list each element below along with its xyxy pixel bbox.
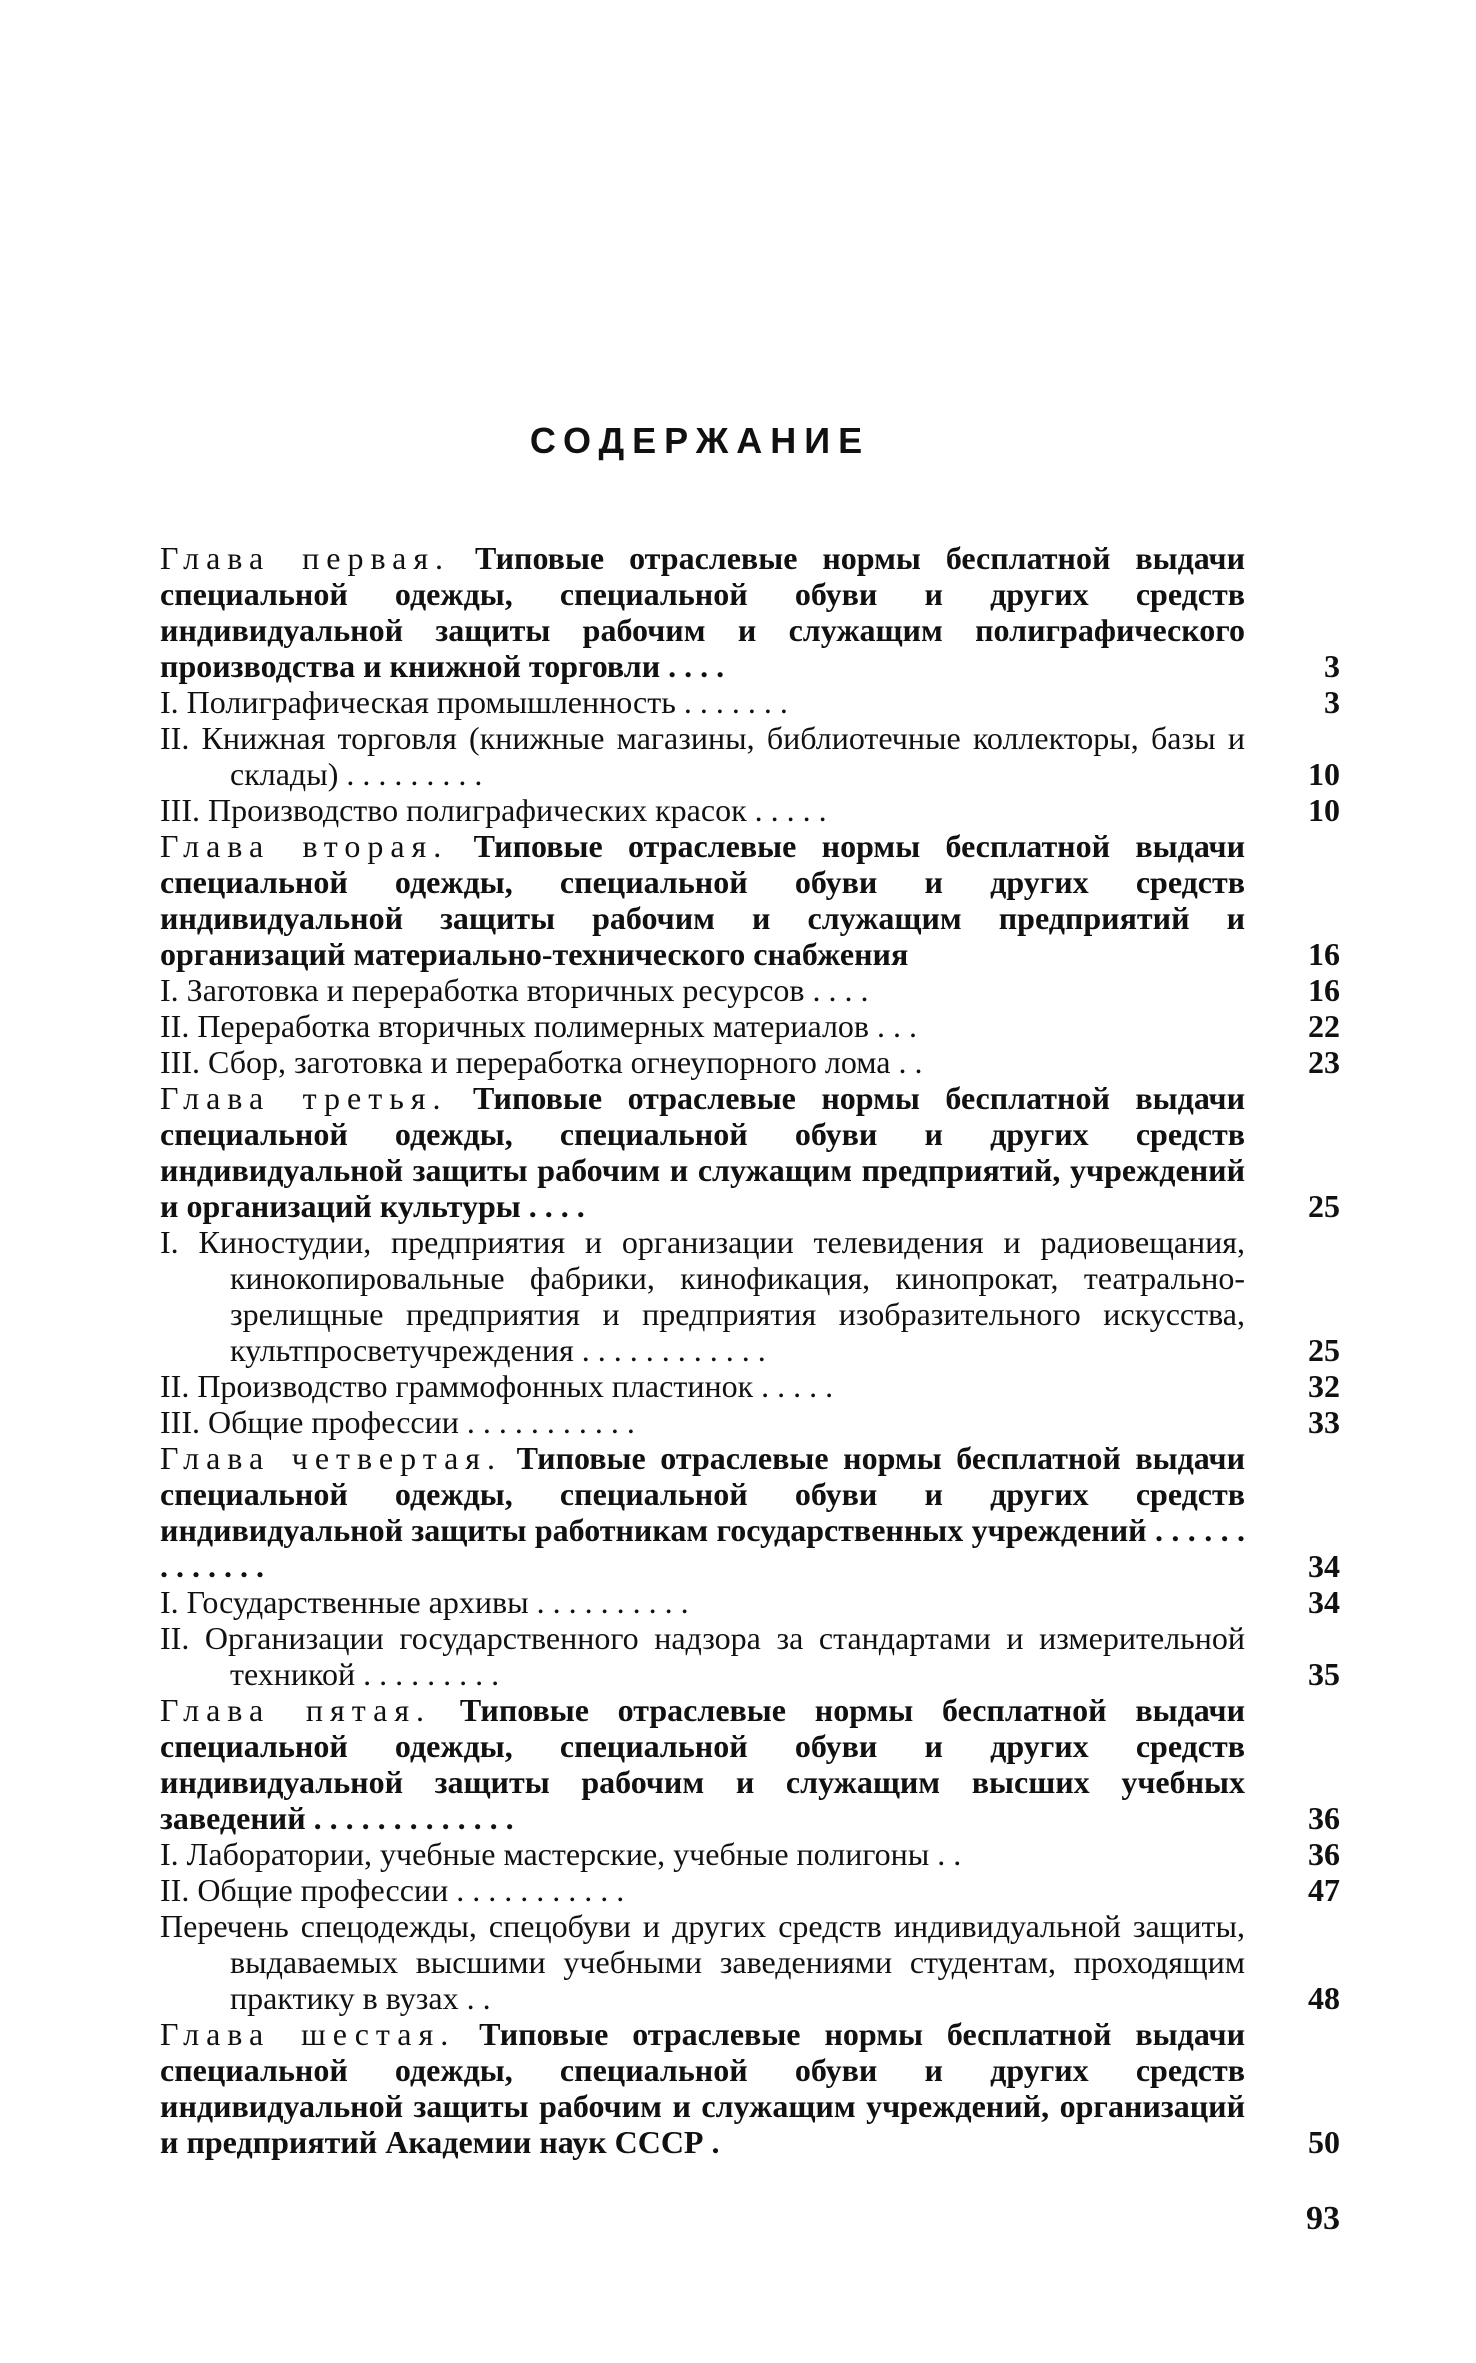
toc-chapter-entry bbox=[160, 1692, 1340, 1836]
entry-text: II. Переработка вторичных полимерных материалов . . . bbox=[160, 1008, 918, 1044]
toc-section-entry bbox=[160, 1404, 1340, 1440]
entry-page-number: 3 bbox=[1324, 648, 1340, 684]
toc-chapter-entry bbox=[160, 1080, 1340, 1224]
toc-section-entry bbox=[160, 1872, 1340, 1908]
entry-page-number: 35 bbox=[1308, 1656, 1340, 1692]
page-number: 93 bbox=[1306, 2200, 1340, 2237]
entry-text: I. Государственные архивы . . . . . . . . . . bbox=[160, 1584, 689, 1620]
chapter-label: Глава пятая. bbox=[160, 1692, 432, 1728]
entry-text: I. Лаборатории, учебные мастерские, учебные полигоны . . bbox=[160, 1836, 962, 1872]
entry-page-number: 36 bbox=[1308, 1836, 1340, 1872]
entry-page-number: 22 bbox=[1308, 1008, 1340, 1044]
entry-page-number: 34 bbox=[1308, 1584, 1340, 1620]
chapter-title: Типовые отраслевые нормы бесплатной выдачи специальной одежды, специальной обуви и других средств индивидуальной защиты рабочим и служащим полиграфического производства и книжной торговли . . . . bbox=[160, 540, 1246, 684]
entry-text: I. Полиграфическая промышленность . . . . . . . bbox=[160, 684, 788, 720]
entry-page-number: 16 bbox=[1308, 936, 1340, 972]
entry-text bbox=[160, 828, 1245, 972]
toc-section-entry bbox=[160, 972, 1340, 1008]
toc-section-entry bbox=[160, 684, 1340, 720]
entry-text: I. Заготовка и переработка вторичных ресурсов . . . . bbox=[160, 972, 869, 1008]
entry-text bbox=[160, 1440, 1245, 1584]
entry-text: II. Организации государственного надзора за стандартами и измерительной техникой . . . . . . . . . bbox=[160, 1620, 1245, 1692]
toc-section-entry bbox=[160, 792, 1340, 828]
toc-section-entry bbox=[160, 1584, 1340, 1620]
entry-text bbox=[160, 2016, 1245, 2160]
entry-text bbox=[160, 540, 1245, 684]
entry-page-number: 48 bbox=[1308, 1980, 1340, 2016]
toc-section-entry bbox=[160, 1008, 1340, 1044]
chapter-title: Типовые отраслевые нормы бесплатной выдачи специальной одежды, специальной обуви и других средств индивидуальной защиты рабочим и служащим предприятий и организаций материально-технического снабжения bbox=[160, 828, 1246, 972]
chapter-label: Глава шестая. bbox=[160, 2016, 456, 2052]
toc-chapter-entry bbox=[160, 540, 1340, 684]
entry-text: III. Сбор, заготовка и переработка огнеупорного лома . . bbox=[160, 1044, 923, 1080]
entry-page-number: 3 bbox=[1324, 684, 1340, 720]
entry-text: II. Общие профессии . . . . . . . . . . . bbox=[160, 1872, 625, 1908]
entry-page-number: 32 bbox=[1308, 1368, 1340, 1404]
chapter-title: Типовые отраслевые нормы бесплатной выдачи специальной одежды, специальной обуви и других средств индивидуальной защиты рабочим и служащим учреждений, организаций и предприятий Академии наук СССР . bbox=[160, 2016, 1246, 2160]
entry-page-number: 33 bbox=[1308, 1404, 1340, 1440]
chapter-title: Типовые отраслевые нормы бесплатной выдачи специальной одежды, специальной обуви и других средств индивидуальной защиты работникам государственных учреждений . . . . . . . . . . . . . bbox=[160, 1440, 1246, 1584]
entry-page-number: 16 bbox=[1308, 972, 1340, 1008]
toc-chapter-entry bbox=[160, 2016, 1340, 2160]
entry-text: II. Производство граммофонных пластинок . . . . . bbox=[160, 1368, 834, 1404]
toc-chapter-entry bbox=[160, 828, 1340, 972]
chapter-title: Типовые отраслевые нормы бесплатной выдачи специальной одежды, специальной обуви и других средств индивидуальной защиты рабочим и служащим высших учебных заведений . . . . . . . . . . . . . bbox=[160, 1692, 1246, 1836]
chapter-label: Глава вторая. bbox=[160, 828, 449, 864]
chapter-label: Глава четвертая. bbox=[160, 1440, 503, 1476]
entry-page-number: 25 bbox=[1308, 1188, 1340, 1224]
toc-section-entry bbox=[160, 1224, 1340, 1368]
table-of-contents bbox=[160, 540, 1340, 2160]
chapter-label: Глава первая. bbox=[160, 540, 451, 576]
chapter-label: Глава третья. bbox=[160, 1080, 448, 1116]
chapter-title: Типовые отраслевые нормы бесплатной выдачи специальной одежды, специальной обуви и других средств индивидуальной защиты рабочим и служащим предприятий, учреждений и организаций культуры . . . . bbox=[160, 1080, 1246, 1224]
entry-text: Перечень спецодежды, спецобуви и других средств индивидуальной защиты, выдаваемых высшими учебными заведениями студентам, проходящим практику в вузах . . bbox=[160, 1908, 1245, 2016]
toc-section-entry bbox=[160, 720, 1340, 792]
entry-page-number: 34 bbox=[1308, 1548, 1340, 1584]
toc-section-entry bbox=[160, 1044, 1340, 1080]
entry-page-number: 36 bbox=[1308, 1800, 1340, 1836]
toc-chapter-entry bbox=[160, 1440, 1340, 1584]
entry-page-number: 50 bbox=[1308, 2124, 1340, 2160]
entry-page-number: 10 bbox=[1308, 756, 1340, 792]
entry-text bbox=[160, 1692, 1245, 1836]
entry-page-number: 10 bbox=[1308, 792, 1340, 828]
entry-text: III. Общие профессии . . . . . . . . . . . bbox=[160, 1404, 635, 1440]
entry-text bbox=[160, 1080, 1245, 1224]
toc-section-entry bbox=[160, 1836, 1340, 1872]
toc-section-entry bbox=[160, 1620, 1340, 1692]
entry-page-number: 25 bbox=[1308, 1332, 1340, 1368]
toc-section-entry bbox=[160, 1908, 1340, 2016]
page-title: СОДЕРЖАНИЕ bbox=[529, 420, 871, 461]
entry-page-number: 23 bbox=[1308, 1044, 1340, 1080]
entry-text: II. Книжная торговля (книжные магазины, библиотечные коллекторы, базы и склады) . . . . . . . . . bbox=[160, 720, 1245, 792]
entry-page-number: 47 bbox=[1308, 1872, 1340, 1908]
toc-section-entry bbox=[160, 1368, 1340, 1404]
entry-text: III. Производство полиграфических красок . . . . . bbox=[160, 792, 827, 828]
entry-text: I. Киностудии, предприятия и организации телевидения и радиовещания, кинокопировальные фабрики, кинофикация, кинопрокат, театрально-зрелищные предприятия и предприятия изобразительного искусства, культпросветучреждения . . . . . . . . . . . . bbox=[160, 1224, 1245, 1368]
